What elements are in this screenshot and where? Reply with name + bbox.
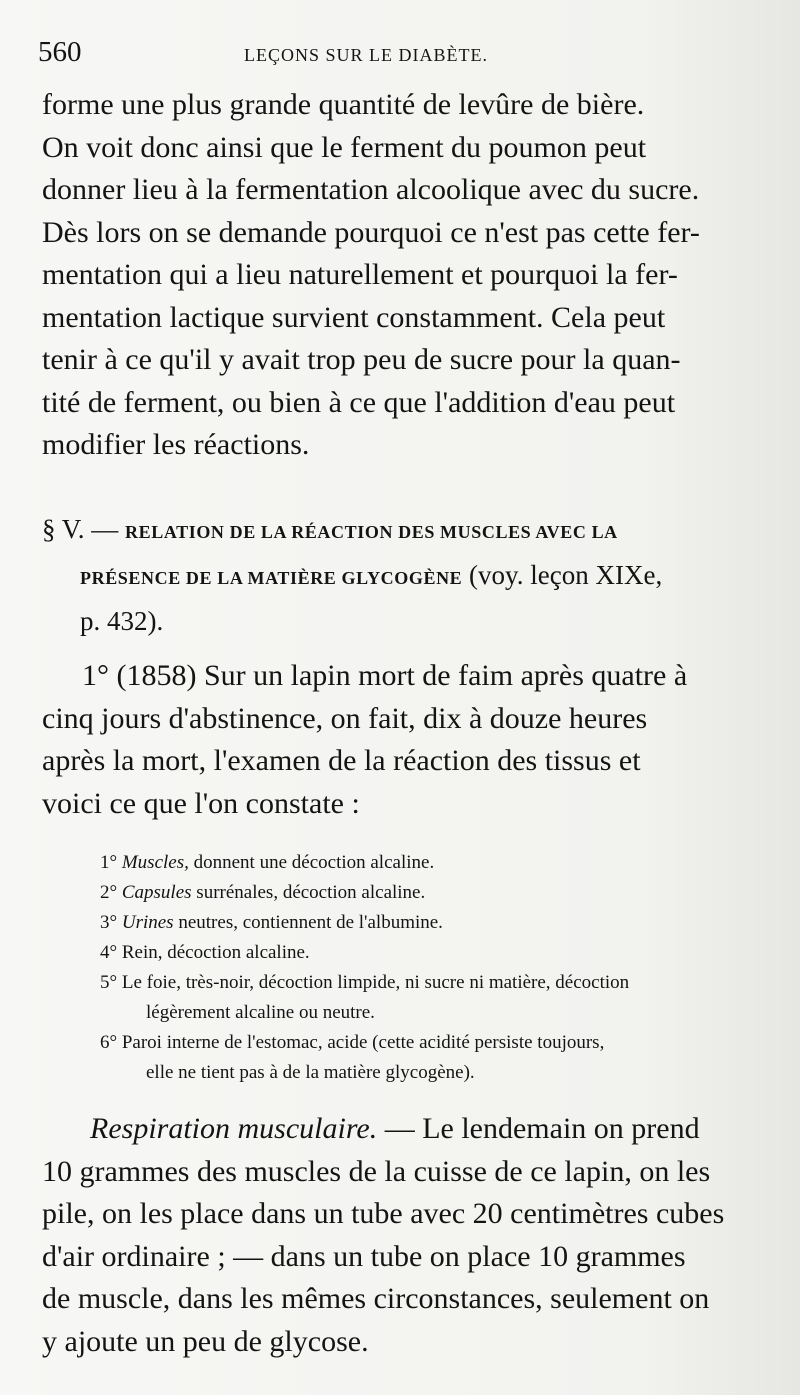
text-line: tité de ferment, ou bien à ce que l'addition d'eau peut bbox=[42, 385, 676, 419]
paragraph-fermentation bbox=[42, 84, 746, 467]
text-line: modifier les réactions. bbox=[42, 428, 310, 461]
findings-list bbox=[100, 848, 748, 1088]
text-line: Dès lors on se demande pourquoi ce n'est pas cette fer- bbox=[42, 215, 700, 249]
text-line: d'air ordinaire ; — dans un tube on place 10 grammes bbox=[42, 1239, 686, 1273]
text-line: y ajoute un peu de glycose. bbox=[42, 1324, 369, 1358]
list-item bbox=[100, 1028, 748, 1088]
list-text: Rein, décoction alcaline. bbox=[121, 942, 310, 963]
text-line: 1° (1858) Sur un lapin mort de faim après quatre à bbox=[82, 659, 688, 692]
text-line: après la mort, l'examen de la réaction des tissus et bbox=[42, 744, 641, 777]
page-number: 560 bbox=[38, 36, 82, 68]
paragraph-respiration bbox=[42, 1108, 746, 1363]
text-line: de muscle, dans les mêmes circonstances, seulement on bbox=[42, 1282, 710, 1315]
text-line: cinq jours d'abstinence, on fait, dix à douze heures bbox=[42, 701, 648, 735]
section-reference-page: p. 432). bbox=[80, 606, 164, 636]
list-text: surrénales, décoction alcaline. bbox=[196, 882, 426, 903]
paragraph-title: Respiration musculaire. bbox=[90, 1112, 378, 1145]
list-item bbox=[100, 908, 748, 938]
section-title-line2-wrap bbox=[42, 554, 752, 600]
text-line: — Le lendemain on prend bbox=[377, 1112, 700, 1145]
section-mark: § V. — bbox=[42, 514, 119, 544]
list-number: 1° bbox=[100, 852, 118, 873]
text-line: mentation qui a lieu naturellement et pourquoi la fer- bbox=[42, 258, 678, 291]
list-item bbox=[100, 938, 748, 968]
list-text-continuation: légèrement alcaline ou neutre. bbox=[146, 1002, 375, 1023]
text-line: tenir à ce qu'il y avait trop peu de sucre pour la quan- bbox=[42, 343, 681, 376]
list-number: 4° bbox=[100, 942, 118, 963]
list-item bbox=[100, 878, 748, 908]
list-number: 6° bbox=[100, 1032, 118, 1053]
list-text: Le foie, très-noir, décoction limpide, ni sucre ni matière, décoction bbox=[121, 972, 630, 993]
section-title-line1: RELATION DE LA RÉACTION DES MUSCLES AVEC LA bbox=[125, 522, 618, 542]
list-item bbox=[100, 968, 748, 1028]
text-line: mentation lactique survient constamment. Cela peut bbox=[42, 300, 666, 334]
list-text: neutres, contiennent de l'albumine. bbox=[178, 912, 443, 933]
list-term: Urines bbox=[121, 912, 174, 933]
text-line: 10 grammes des muscles de la cuisse de ce lapin, on les bbox=[42, 1154, 711, 1188]
list-number: 2° bbox=[100, 882, 118, 903]
text-line: pile, on les place dans un tube avec 20 centimètres cubes bbox=[42, 1197, 725, 1230]
section-reference: (voy. leçon XIXe, bbox=[469, 560, 663, 590]
running-head: LEÇONS SUR LE DIABÈTE. bbox=[244, 45, 488, 65]
list-term: Muscles, bbox=[121, 852, 189, 873]
list-text: Paroi interne de l'estomac, acide (cette acidité persiste toujours, bbox=[121, 1032, 605, 1053]
text-line: voici ce que l'on constate : bbox=[42, 786, 360, 820]
paragraph-experiment bbox=[42, 655, 746, 825]
text-line: forme une plus grande quantité de levûre de bière. bbox=[42, 88, 645, 121]
text-line: On voit donc ainsi que le ferment du poumon peut bbox=[42, 130, 647, 164]
list-number: 5° bbox=[100, 972, 118, 993]
text-line: donner lieu à la fermentation alcoolique avec du sucre. bbox=[42, 173, 700, 206]
section-heading bbox=[42, 508, 752, 643]
list-term: Capsules bbox=[121, 882, 192, 903]
page-header bbox=[38, 36, 758, 72]
list-text: donnent une décoction alcaline. bbox=[193, 852, 435, 873]
list-text-continuation: elle ne tient pas à de la matière glycogène). bbox=[146, 1062, 475, 1083]
list-number: 3° bbox=[100, 912, 118, 933]
section-title-line2: PRÉSENCE DE LA MATIÈRE GLYCOGÈNE bbox=[80, 568, 463, 588]
list-item bbox=[100, 848, 748, 878]
